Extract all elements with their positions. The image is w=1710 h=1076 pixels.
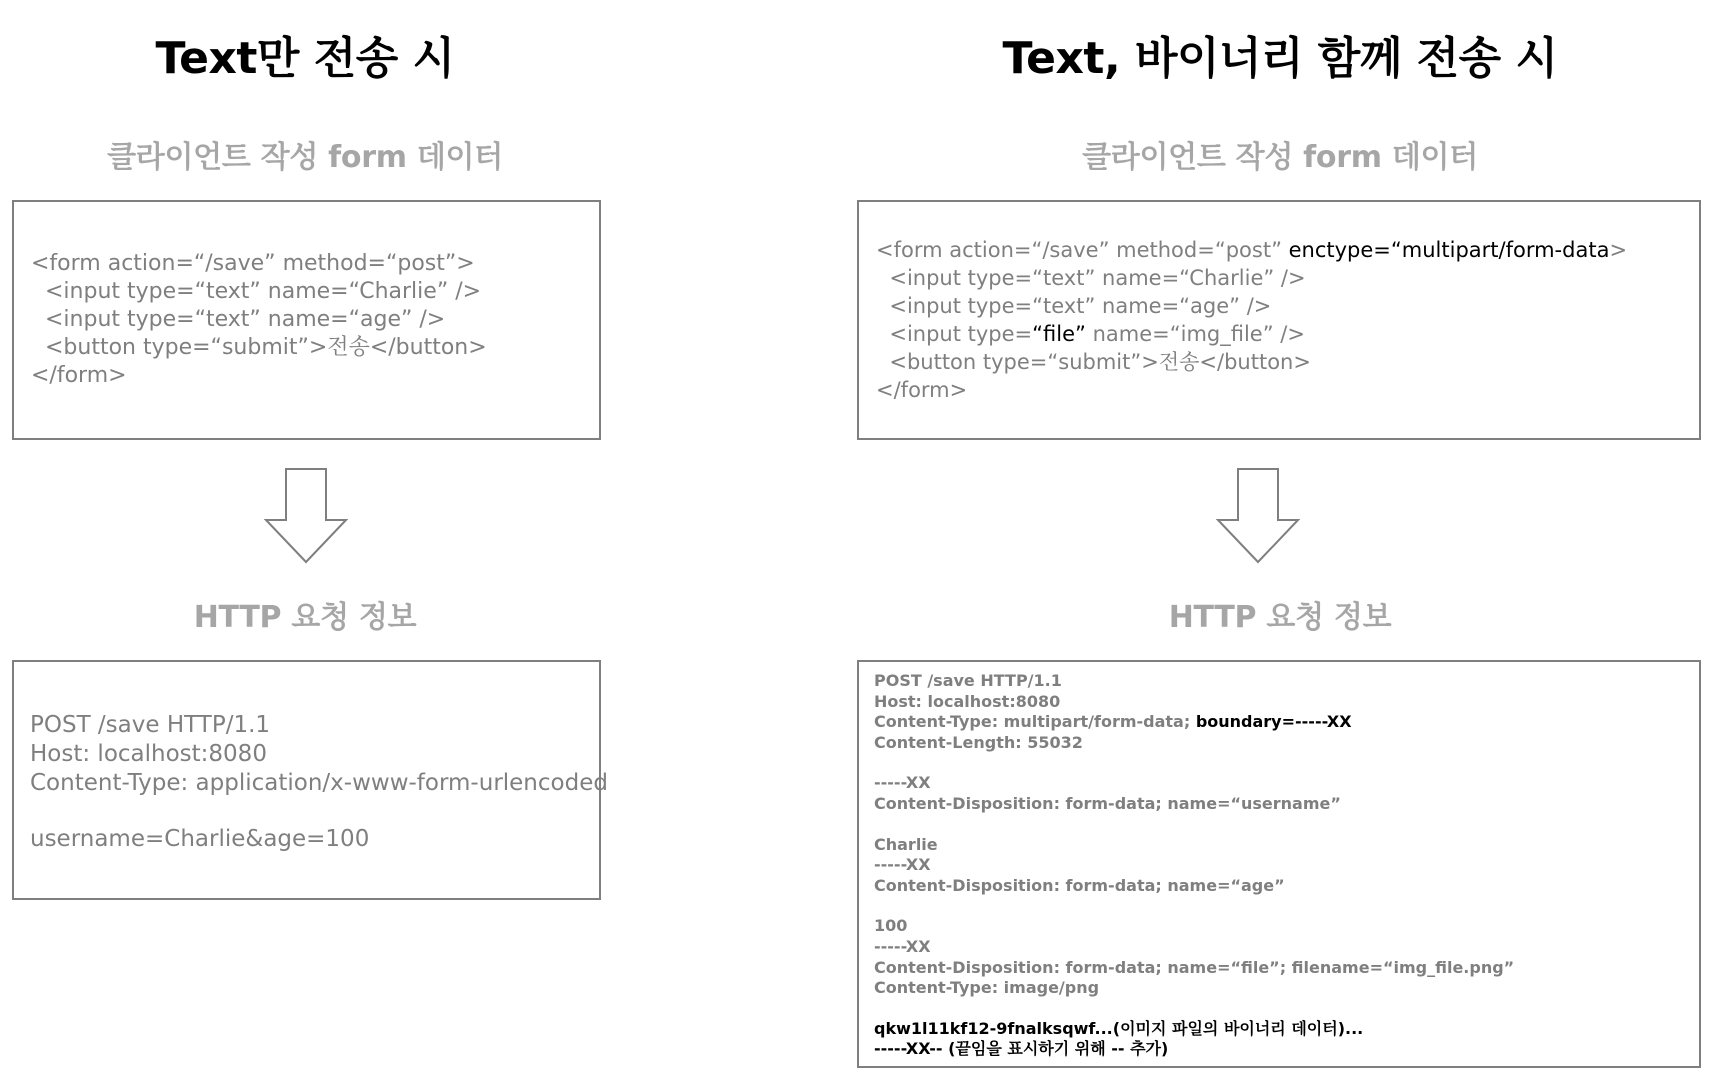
- left-form-line: <input type=“text” name=“age” />: [31, 307, 446, 332]
- boundary-line: -----XX: [874, 773, 931, 793]
- content-type-value: Content-Type: multipart/form-data;: [874, 712, 1196, 732]
- part-value: Charlie: [874, 834, 938, 854]
- right-form-line: <button type=“submit”>전송</button>: [876, 350, 1311, 374]
- http-content-type: Content-Type: application/x-www-form-urlencoded: [30, 770, 608, 796]
- right-form-line: [876, 320, 1699, 348]
- left-title: Text만 전송 시: [155, 33, 455, 84]
- left-http-label: HTTP 요청 정보: [193, 600, 417, 635]
- http-host: Host: localhost:8080: [30, 741, 267, 767]
- right-form-line: </form>: [876, 378, 968, 402]
- input-file-suffix: name=“img_file” />: [1085, 322, 1305, 346]
- right-title: Text, 바이너리 함께 전송 시: [1002, 33, 1558, 84]
- right-form-line: <input type=“text” name=“Charlie” />: [876, 266, 1306, 290]
- left-down-arrow-icon: [264, 468, 348, 564]
- http-content-length: Content-Length: 55032: [874, 732, 1083, 752]
- http-body: username=Charlie&age=100: [30, 826, 370, 852]
- http-request-line: POST /save HTTP/1.1: [874, 671, 1062, 690]
- form-open-tag-close: >: [1609, 238, 1628, 262]
- boundary-line: -----XX: [874, 855, 931, 875]
- right-down-arrow-icon: [1216, 468, 1300, 564]
- input-file-prefix: <input type=: [876, 322, 1033, 346]
- left-http-box: [12, 660, 608, 900]
- left-form-line: </form>: [31, 363, 127, 388]
- left-form-line: <button type=“submit”>전송</button>: [31, 335, 487, 360]
- http-request-line: POST /save HTTP/1.1: [30, 712, 271, 738]
- content-disposition: Content-Disposition: form-data; name=“age”: [874, 875, 1285, 895]
- right-form-line: <input type=“text” name=“age” />: [876, 294, 1272, 318]
- right-form-label: 클라이언트 작성 form 데이터: [1082, 140, 1478, 175]
- part-content-type: Content-Type: image/png: [874, 978, 1100, 998]
- file-type-attribute: “file”: [1032, 322, 1086, 346]
- left-form-code-box: [12, 200, 601, 440]
- left-form-line: <input type=“text” name=“Charlie” />: [31, 279, 482, 304]
- right-form-line: [876, 236, 1699, 264]
- end-boundary-line: -----XX-- (끝임을 표시하기 위해 -- 추가): [874, 1039, 1169, 1059]
- http-content-type: [874, 712, 1699, 733]
- enctype-attribute: enctype=“multipart/form-data: [1288, 238, 1610, 262]
- right-http-box: [857, 660, 1701, 1068]
- http-host: Host: localhost:8080: [874, 691, 1061, 711]
- content-disposition: Content-Disposition: form-data; name=“file”; filename=“img_file.png”: [874, 957, 1515, 977]
- left-form-line: <form action=“/save” method=“post”>: [31, 251, 475, 276]
- part-value: 100: [874, 916, 908, 936]
- content-disposition: Content-Disposition: form-data; name=“username”: [874, 793, 1341, 813]
- boundary-parameter: boundary=-----XX: [1195, 712, 1352, 732]
- right-form-code-box: [857, 200, 1701, 440]
- form-open-tag: <form action=“/save” method=“post”: [876, 238, 1289, 262]
- boundary-line: -----XX: [874, 936, 931, 956]
- binary-data-line: qkw1l11kf12-9fnalksqwf...(이미지 파일의 바이너리 데이터)...: [874, 1018, 1364, 1038]
- left-form-label: 클라이언트 작성 form 데이터: [107, 140, 503, 175]
- right-http-label: HTTP 요청 정보: [1168, 600, 1392, 635]
